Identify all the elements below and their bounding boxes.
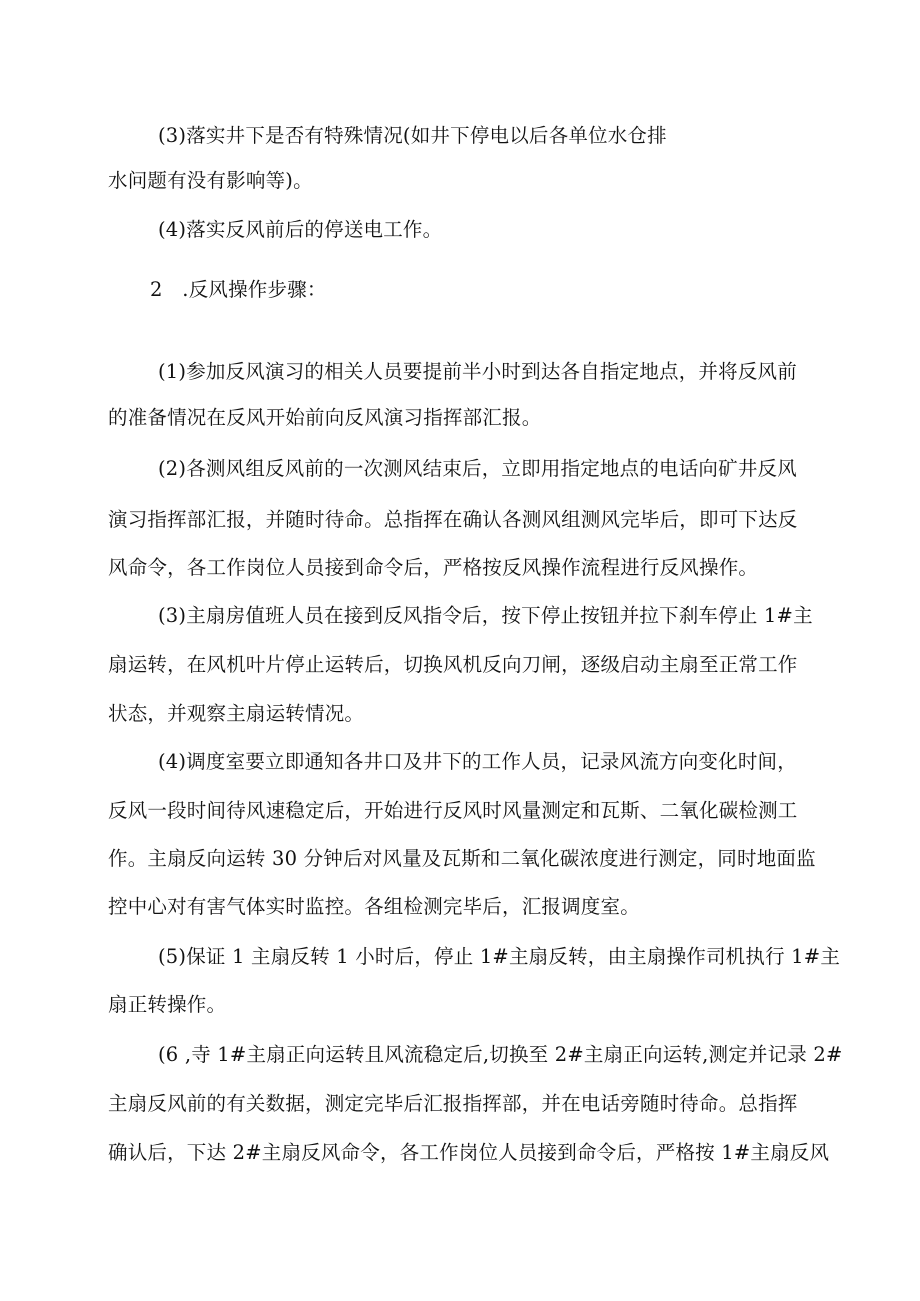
para-3-line-2: 水问题有没有影响等)。 bbox=[108, 169, 313, 192]
step-2-line-1: (2)各测风组反风前的一次测风结束后，立即用指定地点的电话向矿井反风 bbox=[158, 457, 797, 480]
step-3-line-2: 扇运转，在风机叶片停止运转后，切换风机反向刀闸，逐级启动主扇至正常工作 bbox=[108, 653, 798, 676]
step-2-line-2: 演习指挥部汇报，并随时待命。总指挥在确认各测风组测风完毕后，即可下达反 bbox=[108, 508, 798, 531]
step-5-line-1: (5)保证 1 主扇反转 1 小时后，停止 1#主扇反转，由主扇操作司机执行 1#主 bbox=[158, 945, 841, 968]
step-4-line-1: (4)调度室要立即通知各井口及井下的工作人员，记录风流方向变化时间， bbox=[158, 750, 797, 773]
step-3-line-1: (3)主扇房值班人员在接到反风指令后，按下停止按钮并拉下刹车停止 1#主 bbox=[158, 604, 813, 627]
step-4-line-3: 作。主扇反向运转 30 分钟后对风量及瓦斯和二氧化碳浓度进行测定，同时地面监 bbox=[108, 847, 816, 870]
step-1-line-2: 的准备情况在反风开始前向反风演习指挥部汇报。 bbox=[108, 406, 542, 429]
step-6-line-1: (6 ,寺 1#主扇正向运转且风流稳定后,切换至 2#主扇正向运转,测定并记录 2# bbox=[158, 1043, 843, 1066]
step-6-line-3: 确认后，下达 2#主扇反风命令，各工作岗位人员接到命令后，严格按 1#主扇反风 bbox=[108, 1141, 830, 1164]
step-4-line-4: 控中心对有害气体实时监控。各组检测完毕后，汇报调度室。 bbox=[108, 895, 640, 918]
step-5-line-2: 扇正转操作。 bbox=[108, 993, 227, 1016]
step-4-line-2: 反风一段时间待风速稳定后，开始进行反风时风量测定和瓦斯、二氧化碳检测工 bbox=[108, 799, 798, 822]
step-6-line-2: 主扇反风前的有关数据，测定完毕后汇报指挥部，并在电话旁随时待命。总指挥 bbox=[108, 1092, 798, 1115]
section-heading: 2 .反风操作步骤： bbox=[150, 278, 327, 301]
step-3-line-3: 状态，并观察主扇运转情况。 bbox=[108, 702, 365, 725]
para-4-line-1: (4)落实反风前后的停送电工作。 bbox=[158, 218, 443, 241]
para-3-line-1: (3)落实井下是否有特殊情况(如井下停电以后各单位水仓排 bbox=[158, 124, 667, 147]
step-1-line-1: (1)参加反风演习的相关人员要提前半小时到达各自指定地点，并将反风前 bbox=[158, 360, 797, 383]
step-2-line-3: 风命令，各工作岗位人员接到命令后，严格按反风操作流程进行反风操作。 bbox=[108, 556, 759, 579]
